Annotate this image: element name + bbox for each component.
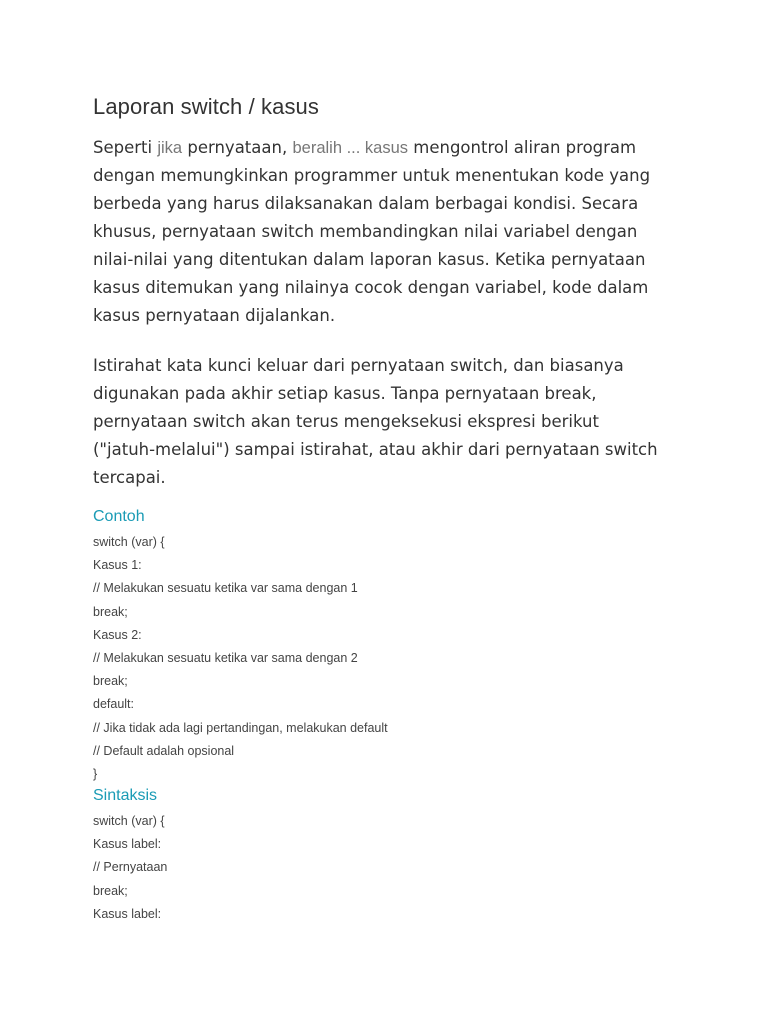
example-heading: Contoh	[93, 508, 145, 525]
paragraph-line: digunakan pada akhir setiap kasus. Tanpa pernyataan break,	[93, 384, 597, 403]
paragraph-line: nilai-nilai yang ditentukan dalam laporan kasus. Ketika pernyataan	[93, 250, 646, 269]
paragraph-line: kasus pernyataan dijalankan.	[93, 306, 336, 325]
code-line: // Melakukan sesuatu ketika var sama dengan 2	[93, 650, 358, 665]
paragraph-word: Seperti	[93, 138, 153, 157]
code-line: break;	[93, 604, 128, 619]
syntax-heading: Sintaksis	[93, 787, 158, 804]
paragraph-word-muted: jika	[157, 139, 183, 157]
code-line: Kasus 2:	[93, 627, 142, 642]
syntax-code-block	[93, 810, 167, 926]
code-line: // Jika tidak ada lagi pertandingan, melakukan default	[93, 720, 388, 735]
code-line: switch (var) {	[93, 814, 165, 828]
paragraph-word: pernyataan,	[187, 138, 288, 157]
code-line: break;	[93, 883, 128, 898]
code-line: // Default adalah opsional	[93, 743, 235, 758]
paragraph-line: khusus, pernyataan switch membandingkan nilai variabel dengan	[93, 222, 638, 241]
code-line: Kasus label:	[93, 837, 162, 852]
paragraph-line: tercapai.	[93, 468, 166, 487]
intro-paragraph	[93, 134, 693, 330]
code-line: Kasus 1:	[93, 558, 142, 573]
code-line: Kasus label:	[93, 906, 162, 921]
code-line: default:	[93, 697, 135, 712]
example-code-block	[93, 531, 388, 786]
paragraph-line	[93, 134, 693, 162]
page-title: Laporan switch / kasus	[93, 94, 319, 119]
break-paragraph	[93, 352, 693, 492]
paragraph-line: dengan memungkinkan programmer untuk menentukan kode yang	[93, 166, 651, 185]
code-line: // Melakukan sesuatu ketika var sama dengan 1	[93, 581, 358, 596]
paragraph-line: kasus ditemukan yang nilainya cocok dengan variabel, kode dalam	[93, 278, 649, 297]
code-line: }	[93, 766, 98, 781]
paragraph-line: pernyataan switch akan terus mengeksekusi ekspresi berikut	[93, 412, 599, 431]
paragraph-word: mengontrol aliran program	[413, 138, 637, 157]
code-line: // Pernyataan	[93, 860, 168, 875]
paragraph-line: ("jatuh-melalui") sampai istirahat, atau akhir dari pernyataan switch	[93, 440, 658, 459]
paragraph-line: berbeda yang harus dilaksanakan dalam berbagai kondisi. Secara	[93, 194, 639, 213]
code-line: break;	[93, 674, 128, 689]
code-line: switch (var) {	[93, 535, 165, 549]
paragraph-line: Istirahat kata kunci keluar dari pernyataan switch, dan biasanya	[93, 356, 624, 375]
paragraph-word-muted: beralih ... kasus	[292, 139, 409, 157]
